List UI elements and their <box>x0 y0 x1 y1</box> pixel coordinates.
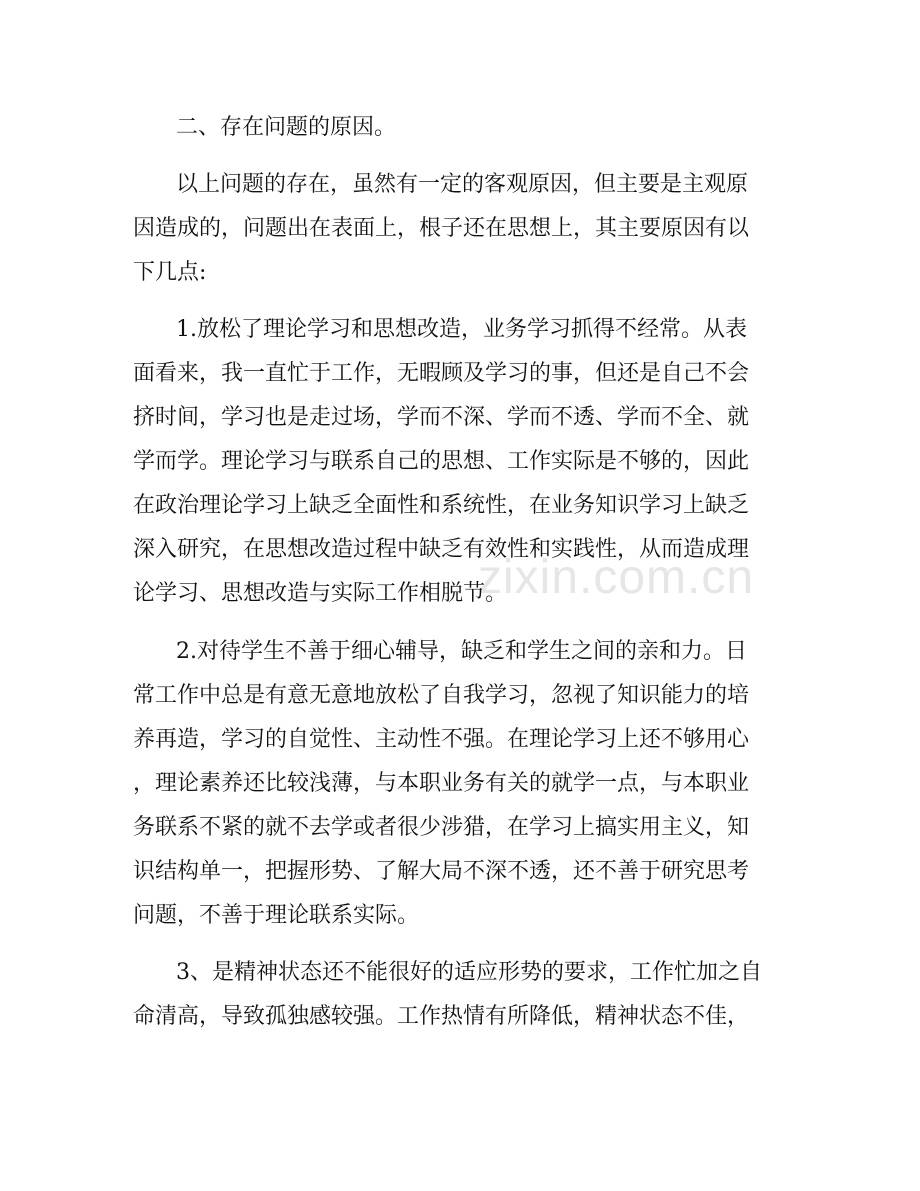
paragraph-line: 论学习、思想改造与实际工作相脱节。 <box>133 581 508 606</box>
paragraph-line: 常工作中总是有意无意地放松了自我学习，忽视了知识能力的培 <box>133 683 750 708</box>
paragraph-line: 以上问题的存在，虽然有一定的客观原因，但主要是主观原 <box>176 172 749 197</box>
paragraph-line: 深入研究，在思想改造过程中缺乏有效性和实践性，从而造成理 <box>133 537 750 562</box>
section-heading: 二、存在问题的原因。 <box>176 115 397 140</box>
paragraph-line: 问题，不善于理论联系实际。 <box>133 903 420 928</box>
paragraph-line: 1.放松了理论学习和思想改造，业务学习抓得不经常。从表 <box>176 317 747 342</box>
paragraph-line: 在政治理论学习上缺乏全面性和系统性，在业务知识学习上缺乏 <box>133 493 750 518</box>
paragraph-line: 面看来，我一直忙于工作，无暇顾及学习的事，但还是自己不会 <box>133 361 750 386</box>
paragraph-line: 学而学。理论学习与联系自己的思想、工作实际是不够的，因此 <box>133 449 750 474</box>
paragraph-line: 养再造，学习的自觉性、主动性不强。在理论学习上还不够用心 <box>133 727 750 752</box>
paragraph-line: 2.对待学生不善于细心辅导，缺乏和学生之间的亲和力。日 <box>176 639 747 664</box>
paragraph-line: ，理论素养还比较浅薄，与本职业务有关的就学一点，与本职业 <box>133 771 750 796</box>
paragraph-line: 下几点: <box>133 260 207 285</box>
paragraph-line: 命清高，导致孤独感较强。工作热情有所降低，精神状态不佳， <box>133 1004 750 1029</box>
paragraph-line: 务联系不紧的就不去学或者很少涉猎，在学习上搞实用主义，知 <box>133 815 750 840</box>
paragraph-line: 识结构单一，把握形势、了解大局不深不透，还不善于研究思考 <box>133 859 750 884</box>
paragraph-line: 3、是精神状态还不能很好的适应形势的要求，工作忙加之自 <box>176 960 762 985</box>
watermark: zixin.com.cn <box>478 551 755 604</box>
paragraph-line: 挤时间，学习也是走过场，学而不深、学而不透、学而不全、就 <box>133 405 750 430</box>
paragraph-line: 因造成的，问题出在表面上，根子还在思想上，其主要原因有以 <box>133 216 750 241</box>
